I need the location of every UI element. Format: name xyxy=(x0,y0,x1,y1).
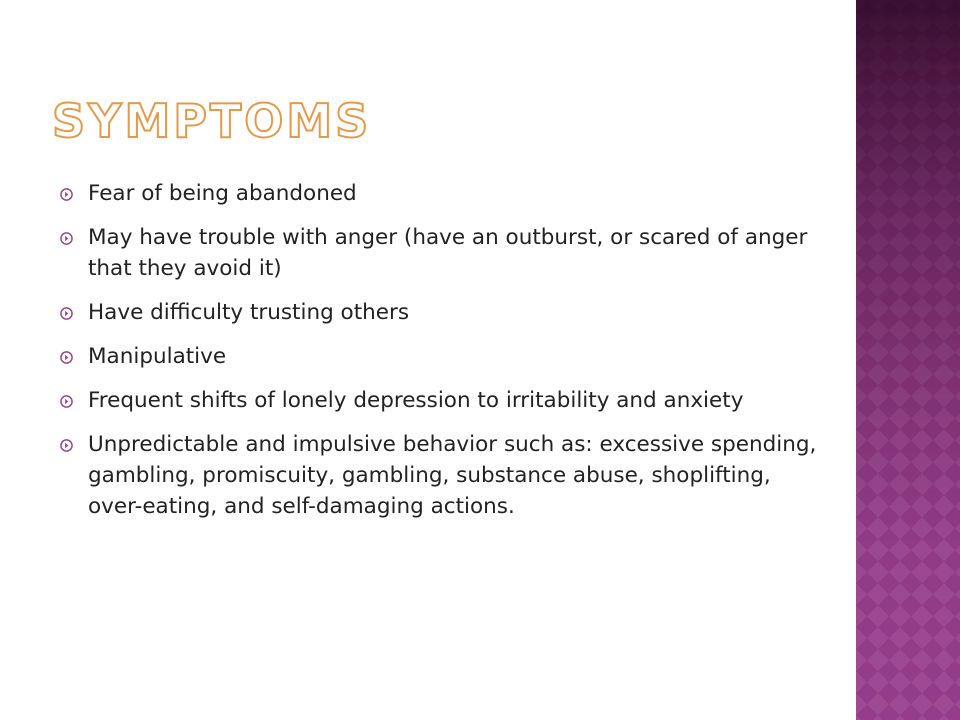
bullet-item xyxy=(60,222,820,284)
bullet-list xyxy=(60,178,820,535)
circle-arrow-icon xyxy=(60,395,73,408)
bullet-text: Fear of being abandoned xyxy=(88,181,357,206)
bullet-item xyxy=(60,341,820,372)
bullet-item xyxy=(60,429,820,522)
circle-arrow-icon xyxy=(60,188,73,201)
slide-title: SYMPTOMS xyxy=(52,94,372,148)
bullet-item xyxy=(60,385,820,416)
bullet-text: Unpredictable and impulsive behavior such as: excessive spending, gambling, promiscuity, gambling, substance abuse, shoplifting, over-eating, and self-damaging actions. xyxy=(88,432,817,519)
circle-arrow-icon xyxy=(60,307,73,320)
decorative-side-panel xyxy=(856,0,960,720)
bullet-text: May have trouble with anger (have an outburst, or scared of anger that they avoid it) xyxy=(88,225,808,281)
bullet-text: Frequent shifts of lonely depression to irritability and anxiety xyxy=(88,388,744,413)
bullet-text: Have difficulty trusting others xyxy=(88,300,410,325)
circle-arrow-icon xyxy=(60,232,73,245)
bullet-item xyxy=(60,178,820,209)
circle-arrow-icon xyxy=(60,351,73,364)
bullet-item xyxy=(60,297,820,328)
bullet-text: Manipulative xyxy=(88,344,227,369)
circle-arrow-icon xyxy=(60,439,73,452)
